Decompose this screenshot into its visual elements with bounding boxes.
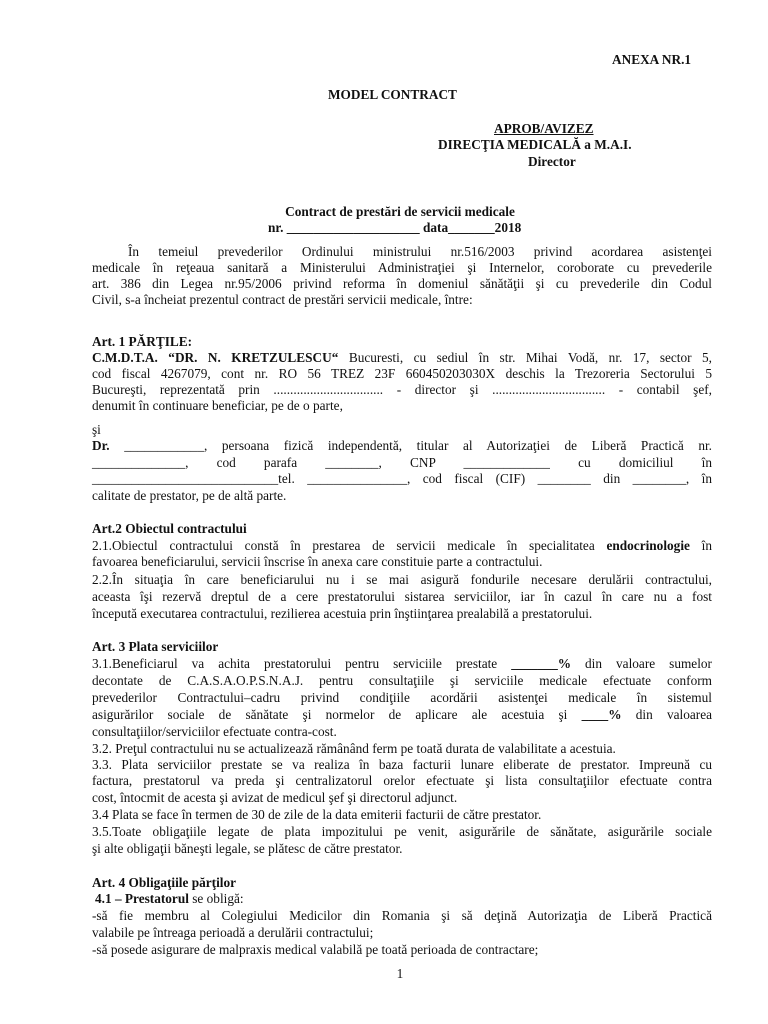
- intro-line: medicale în reţeaua sanitară a Ministerului Administraţiei şi Internelor, coroborate cu prevederile: [92, 260, 712, 275]
- art3-line-start: asigurărilor sociale de sănătate şi normelor de aplicare ale acestuia şi: [92, 707, 582, 722]
- art1-line: şi: [92, 422, 101, 437]
- intro-line: art. 386 din Legea nr.95/2006 privind reforma în domeniul sănătăţii şi cu prevederile din Codul: [92, 276, 712, 291]
- art4-title: Art. 4 Obligaţiile părţilor: [92, 875, 237, 890]
- art3-line-end: din valoare sumelor: [571, 656, 712, 671]
- contract-heading: Contract de prestări de servicii medicale: [285, 204, 515, 219]
- specialty-value: endocrinologie: [606, 538, 690, 553]
- art4-line: -să posede asigurare de malpraxis medical valabilă pe toată perioada de contractare;: [92, 942, 539, 957]
- annex-label: ANEXA NR.1: [612, 52, 692, 67]
- art2-title: Art.2 Obiectul contractului: [92, 521, 247, 536]
- dr-line-rest: ____________, persoana fizică independentă, titular al Autorizaţiei de Liberă Practică nr.: [109, 438, 712, 453]
- art3-line: prevederilor Contractului–cadru privind condiţiile acordării asistenţei medicale în sistemul: [92, 690, 712, 705]
- art4-subheading: [95, 891, 715, 908]
- directorate-label: DIRECŢIA MEDICALĂ a M.A.I.: [438, 137, 632, 152]
- approval-label: APROB/AVIZEZ: [494, 121, 594, 136]
- art3-line: [92, 707, 712, 724]
- art4-sub-rest: se obligă:: [188, 891, 244, 906]
- art3-line: 3.4 Plata se face în termen de 30 de zile de la data emiterii facturii de către prestator.: [92, 807, 542, 822]
- page-number: 1: [396, 966, 404, 981]
- art3-line: cost, întocmit de acesta şi avizat de medicul şef şi directorul adjunct.: [92, 790, 458, 805]
- art3-line-end: din valoarea: [621, 707, 712, 722]
- intro-line: În temeiul prevederilor Ordinului ministrului nr.516/2003 privind acordarea asistenţei: [128, 244, 712, 259]
- art1-title: Art. 1 PĂRŢILE:: [92, 334, 193, 349]
- art1-dr-line: ______________, cod parafa ________, CNP _____________ cu domiciliul în: [92, 455, 712, 470]
- art4-line: valabile pe întreaga perioadă a derulării contractului;: [92, 925, 374, 940]
- art3-line: consultaţiilor/serviciilor efectuate contra-cost.: [92, 724, 337, 739]
- contract-number-line: nr. ____________________ data_______2018: [268, 220, 522, 235]
- art4-line: -să fie membru al Colegiului Medicilor din Romania şi să deţină Autorizaţia de Liberă Practică: [92, 908, 712, 923]
- art4-sub-bold: 4.1 – Prestatorul: [95, 891, 189, 906]
- beneficiary-address: Bucuresti, cu sediul în str. Mihai Vodă, nr. 17, sector 5,: [338, 350, 712, 365]
- art3-line: 3.2. Preţul contractului nu se actualizează rămânând ferm pe toată durata de valabilitate a acestuia.: [92, 741, 616, 756]
- director-label: Director: [528, 154, 576, 169]
- art1-dr-line: ____________________________tel. _______________, cod fiscal (CIF) ________ din ________, în: [92, 471, 712, 486]
- art2-line-start: 2.1.Obiectul contractului constă în prestarea de servicii medicale în specialitatea: [92, 538, 607, 553]
- art3-line-start: 3.1.Beneficiarul va achita prestatorului pentru serviciile prestate: [92, 656, 512, 671]
- art3-line: decontate de C.A.S.A.O.P.S.N.A.J. pentru consultaţiile şi serviciile medicale efectuate conform: [92, 673, 712, 688]
- document-title: MODEL CONTRACT: [328, 87, 457, 102]
- art3-line: şi alte obligaţii băneşti legale, se plătesc de către prestator.: [92, 841, 403, 856]
- intro-line: Civil, s-a încheiat prezentul contract de prestări servicii medicale, între:: [92, 292, 473, 307]
- percent-blank-1: _______%: [511, 656, 572, 671]
- art1-line: cod fiscal 4267079, cont nr. RO 56 TREZ 23F 660450203030X deschis la Trezoreria Sectorului 5: [92, 366, 712, 381]
- art2-line: începută executarea contractului, rezilierea acestuia prin înştiinţarea prealabilă a prestatorului.: [92, 606, 593, 621]
- art2-line: [92, 538, 712, 555]
- art1-line: Bucureşti, reprezentată prin ................................. - director şi .................................. - contabil şef,: [92, 382, 712, 397]
- art1-dr-line: calitate de prestator, pe de altă parte.: [92, 488, 287, 503]
- beneficiary-name: C.M.D.T.A. “DR. N. KRETZULESCU“: [92, 350, 339, 365]
- percent-blank-2: ____%: [581, 707, 622, 722]
- art1-line: denumit în continuare beneficiar, pe de o parte,: [92, 398, 343, 413]
- dr-label: Dr.: [92, 438, 110, 453]
- art1-party-line: [92, 350, 712, 367]
- art3-line: [92, 656, 712, 673]
- art3-line: 3.5.Toate obligaţiile legate de plata impozitului pe venit, asigurările de sănătate, asigurările sociale: [92, 824, 712, 839]
- art3-line: 3.3. Plata serviciilor prestate se va realiza în baza facturii lunare eliberate de prestator. Impreună cu: [92, 757, 712, 772]
- art3-line: factura, prestatorul va preda şi centralizatorul orelor efectuate şi lista consultaţiilor efectuate contra: [92, 773, 712, 788]
- art1-dr-line: [92, 438, 712, 455]
- art2-line: 2.2.În situaţia în care beneficiarului nu i se mai asigură fondurile necesare derulării contractului,: [92, 572, 712, 587]
- art3-title: Art. 3 Plata serviciilor: [92, 639, 219, 654]
- art2-line-end: în: [689, 538, 712, 553]
- art2-line: aceasta îşi rezervă dreptul de a cere prestatorului sistarea serviciilor, iar în cazul în care nu a fost: [92, 589, 712, 604]
- art2-line: favoarea beneficiarului, servicii înscrise în anexa care constituie parte a contractului.: [92, 554, 543, 569]
